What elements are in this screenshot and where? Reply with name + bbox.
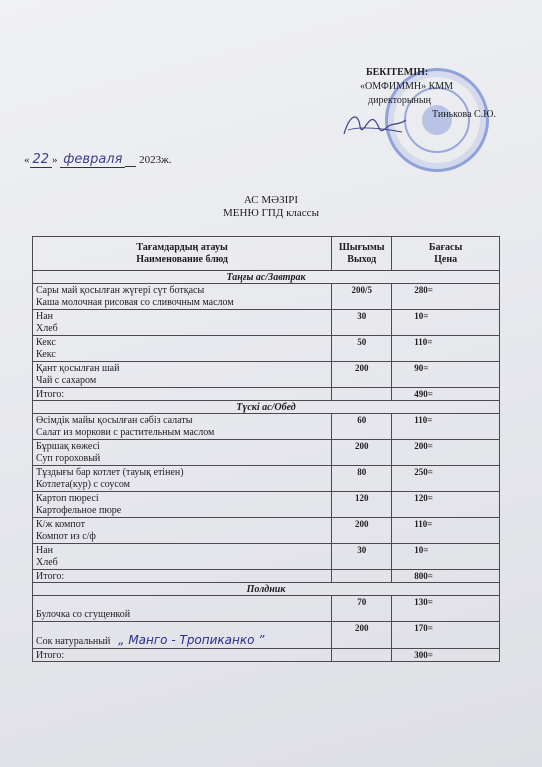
table-row <box>33 466 500 492</box>
dish-name-kz: Қант қосылған шай <box>36 362 120 374</box>
menu-body <box>33 271 500 662</box>
dish-name-cell <box>33 336 332 362</box>
dish-name-ru-wrap <box>36 634 328 648</box>
total-row <box>33 649 500 662</box>
total-row <box>33 570 500 583</box>
menu-header-row <box>33 237 500 271</box>
dish-name-ru: Котлета(кур) с соусом <box>36 478 130 490</box>
total-price: 800= <box>392 570 500 583</box>
dish-name-ru: Компот из с/ф <box>36 530 96 542</box>
signature-icon <box>340 108 410 142</box>
dish-name-ru: Хлеб <box>36 556 58 568</box>
header-price <box>392 237 500 271</box>
total-output-empty <box>332 388 392 401</box>
dish-price: 10= <box>392 544 500 570</box>
dish-price: 120= <box>392 492 500 518</box>
header-name-kz: Тағамдардың атауы <box>136 241 228 253</box>
dish-name-ru: Картофельное пюре <box>36 504 122 516</box>
handwritten-note: „ Манго - Тропиканко ” <box>118 633 265 647</box>
date-year: 2023ж. <box>139 154 172 166</box>
total-row <box>33 388 500 401</box>
date-close-quote: » <box>52 154 58 166</box>
dish-name-kz <box>36 597 328 609</box>
dish-output: 200 <box>332 440 392 466</box>
total-price: 490= <box>392 388 500 401</box>
dish-name-ru-wrap <box>36 557 328 569</box>
menu-title-kz: АС МӘЗІРІ <box>243 194 299 206</box>
dish-price: 250= <box>392 466 500 492</box>
header-output-kz: Шығымы <box>338 241 385 253</box>
header-output <box>332 237 392 271</box>
dish-name-kz: Картоп пюресі <box>36 492 99 504</box>
dish-price: 110= <box>392 518 500 544</box>
dish-name-cell <box>33 284 332 310</box>
dish-name-cell <box>33 466 332 492</box>
dish-price: 130= <box>392 596 500 622</box>
dish-name-kz: Кекс <box>36 336 56 348</box>
dish-name-kz: Сары май қосылған жүгері сүт ботқасы <box>36 284 205 296</box>
date-month: февраля <box>60 152 125 168</box>
dish-name-ru-wrap <box>36 609 328 621</box>
table-row <box>33 284 500 310</box>
dish-price: 110= <box>392 414 500 440</box>
dish-output: 30 <box>332 544 392 570</box>
dish-name-ru: Сок натуральный <box>36 636 111 647</box>
dish-name-kz: К/ж компот <box>36 518 85 530</box>
dish-output: 200 <box>332 362 392 388</box>
dish-output: 80 <box>332 466 392 492</box>
dish-name-ru-wrap <box>36 375 328 387</box>
dish-name-cell <box>33 622 332 649</box>
dish-name-cell <box>33 492 332 518</box>
header-price-ru: Цена <box>434 253 458 265</box>
section-row <box>33 271 500 284</box>
dish-name-ru-wrap <box>36 323 328 335</box>
table-row <box>33 544 500 570</box>
dish-name-ru: Суп гороховый <box>36 452 101 464</box>
table-row <box>33 622 500 649</box>
dish-output: 30 <box>332 310 392 336</box>
total-label: Итого: <box>33 570 332 583</box>
section-row <box>33 401 500 414</box>
dish-name-ru-wrap <box>36 297 328 309</box>
dish-name-cell <box>33 414 332 440</box>
dish-name-cell <box>33 440 332 466</box>
section-title: Түскі ас/Обед <box>33 401 500 414</box>
dish-name-ru-wrap <box>36 453 328 465</box>
table-row <box>33 336 500 362</box>
dish-name-ru: Хлеб <box>36 322 58 334</box>
table-row <box>33 414 500 440</box>
dish-price: 10= <box>392 310 500 336</box>
dish-output: 200 <box>332 622 392 649</box>
dish-name-ru-wrap <box>36 505 328 517</box>
section-title: Таңғы ас/Завтрак <box>33 271 500 284</box>
section-row <box>33 583 500 596</box>
dish-name-kz: Өсімдік майы қосылған сәбіз салаты <box>36 414 193 426</box>
dish-output: 200/5 <box>332 284 392 310</box>
approval-org: «ОМФИММН» КММ <box>360 81 454 92</box>
table-row <box>33 440 500 466</box>
table-row <box>33 518 500 544</box>
total-label: Итого: <box>33 649 332 662</box>
date-day: 22 <box>30 152 53 168</box>
dish-output: 50 <box>332 336 392 362</box>
date-open-quote: « <box>24 154 30 166</box>
menu-title-ru: МЕНЮ ГПД классы <box>223 207 319 219</box>
dish-name-ru-wrap <box>36 349 328 361</box>
dish-name-ru-wrap <box>36 427 328 439</box>
dish-price: 200= <box>392 440 500 466</box>
total-price: 300= <box>392 649 500 662</box>
dish-name-ru: Чай с сахаром <box>36 374 97 386</box>
header-price-kz: Бағасы <box>428 241 463 253</box>
dish-name-ru-wrap <box>36 479 328 491</box>
dish-name-ru: Салат из моркови с растительным маслом <box>36 426 215 438</box>
menu-title <box>0 194 542 220</box>
menu-table <box>32 236 500 662</box>
header-output-ru: Выход <box>347 253 377 265</box>
dish-name-cell <box>33 596 332 622</box>
dish-name-cell <box>33 310 332 336</box>
dish-output: 120 <box>332 492 392 518</box>
approval-name: Тинькова С.Ю. <box>432 109 496 120</box>
table-row <box>33 310 500 336</box>
approval-position: директорының <box>368 95 431 106</box>
dish-name-cell <box>33 362 332 388</box>
dish-name-kz: Тұздығы бар котлет (тауық етінен) <box>36 466 184 478</box>
dish-name-ru-wrap <box>36 531 328 543</box>
total-label: Итого: <box>33 388 332 401</box>
dish-price: 90= <box>392 362 500 388</box>
dish-output: 70 <box>332 596 392 622</box>
header-name-ru: Наименование блюд <box>136 253 228 265</box>
dish-price: 170= <box>392 622 500 649</box>
dish-price: 280= <box>392 284 500 310</box>
dish-output: 200 <box>332 518 392 544</box>
table-row <box>33 362 500 388</box>
dish-name-ru: Кекс <box>36 348 56 360</box>
dish-name-kz: Нан <box>36 544 54 556</box>
document-date <box>24 152 172 167</box>
total-output-empty <box>332 649 392 662</box>
dish-name-ru: Булочка со сгущенкой <box>36 608 131 620</box>
table-row <box>33 596 500 622</box>
dish-name-cell <box>33 544 332 570</box>
dish-name-cell <box>33 518 332 544</box>
table-row <box>33 492 500 518</box>
dish-price: 110= <box>392 336 500 362</box>
dish-name-kz: Бұршақ көжесі <box>36 440 100 452</box>
dish-output: 60 <box>332 414 392 440</box>
date-underline <box>125 154 136 167</box>
dish-name-kz: Нан <box>36 310 54 322</box>
dish-name-ru: Каша молочная рисовая со сливочным маслом <box>36 296 234 308</box>
header-name <box>33 237 332 271</box>
approval-title: БЕКІТЕМІН: <box>366 67 429 78</box>
total-output-empty <box>332 570 392 583</box>
section-title: Полдник <box>33 583 500 596</box>
